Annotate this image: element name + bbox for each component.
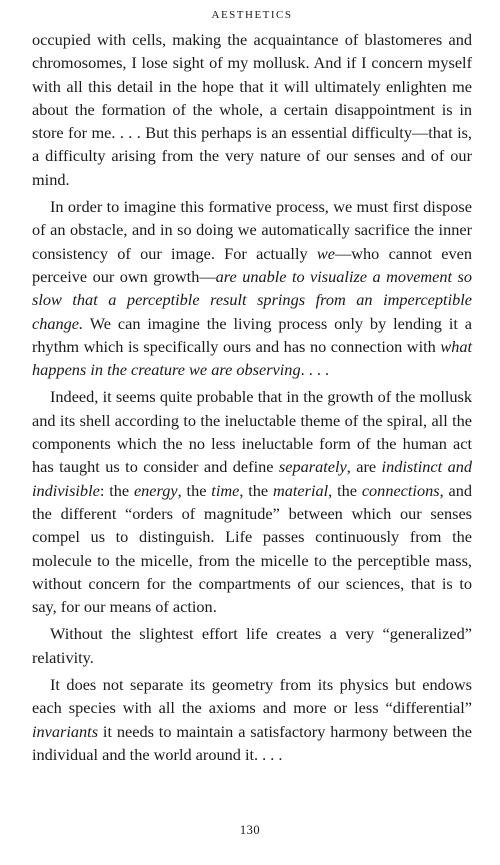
italic-text: connections xyxy=(361,480,440,500)
text-run: We can imagine the living process only by lending it a rhythm which is specifically ours and has no connection with xyxy=(32,313,472,356)
text-run: —who cannot even perceive our own growth— xyxy=(32,243,472,286)
text-run: . . . . xyxy=(300,360,330,380)
italic-text: indistinct and indivisible xyxy=(32,457,473,500)
italic-text: material xyxy=(272,480,329,500)
text-run: , the xyxy=(328,480,362,500)
running-head: AESTHETICS xyxy=(211,9,293,21)
text-run: occupied with cells, making the acquaintance of blastomeres and chromosomes, I lose sight of my mollusk. And if I concern myself with all this detail in the hope that it will ultimately enlighten me about the formation of the whole, a certain disappointment is in store for me. . . . But this perhaps is an essential difficulty—that is, a difficulty arising from the very nature of our senses and of our mind. xyxy=(32,30,472,189)
body-text xyxy=(32,28,472,766)
paragraph xyxy=(32,673,472,766)
text-run: , the xyxy=(177,480,212,500)
italic-text: time xyxy=(211,480,240,500)
text-run: Indeed, it seems quite probable that in the growth of the mollusk and its shell according to the ineluctable theme of the spiral, all the components which the no less ineluctable form of the human act has taught us to consider and define xyxy=(32,387,472,477)
paragraph xyxy=(32,622,472,669)
text-run: , and the different “orders of magnitude” between which our senses compel us to distinguish. Life passes continuously from the molecule to the micelle, from the micelle to the perceptible mass, without concern for the compartments of our sciences, that is to say, for our means of action. xyxy=(32,480,472,617)
italic-text: we xyxy=(316,243,335,263)
text-run: Without the slightest effort life creates a very “generalized” relativity. xyxy=(32,624,472,667)
text-run: In order to imagine this formative process, we must first dispose of an obstacle, and in so doing we automatically sacrifice the inner consistency of our image. For actually xyxy=(32,197,472,263)
text-run: , the xyxy=(239,480,273,500)
text-run: It does not separate its geometry from its physics but endows each species with all the axioms and more or less “differential” xyxy=(32,675,472,718)
page-number: 130 xyxy=(239,823,261,837)
text-run: , are xyxy=(346,457,382,477)
italic-text: are unable to visualize a movement so slow that a perceptible result springs from an imperceptible change. xyxy=(32,266,473,333)
paragraph xyxy=(32,28,472,191)
text-run: : the xyxy=(99,480,134,500)
italic-text: invariants xyxy=(32,721,99,741)
italic-text: separately xyxy=(278,457,347,477)
italic-text: energy xyxy=(133,480,178,500)
paragraph xyxy=(32,385,472,618)
italic-text: what happens in the creature we are observing xyxy=(32,336,472,380)
paragraph xyxy=(32,195,472,381)
text-run: it needs to maintain a satisfactory harmony between the individual and the world around it. . . . xyxy=(32,721,472,764)
